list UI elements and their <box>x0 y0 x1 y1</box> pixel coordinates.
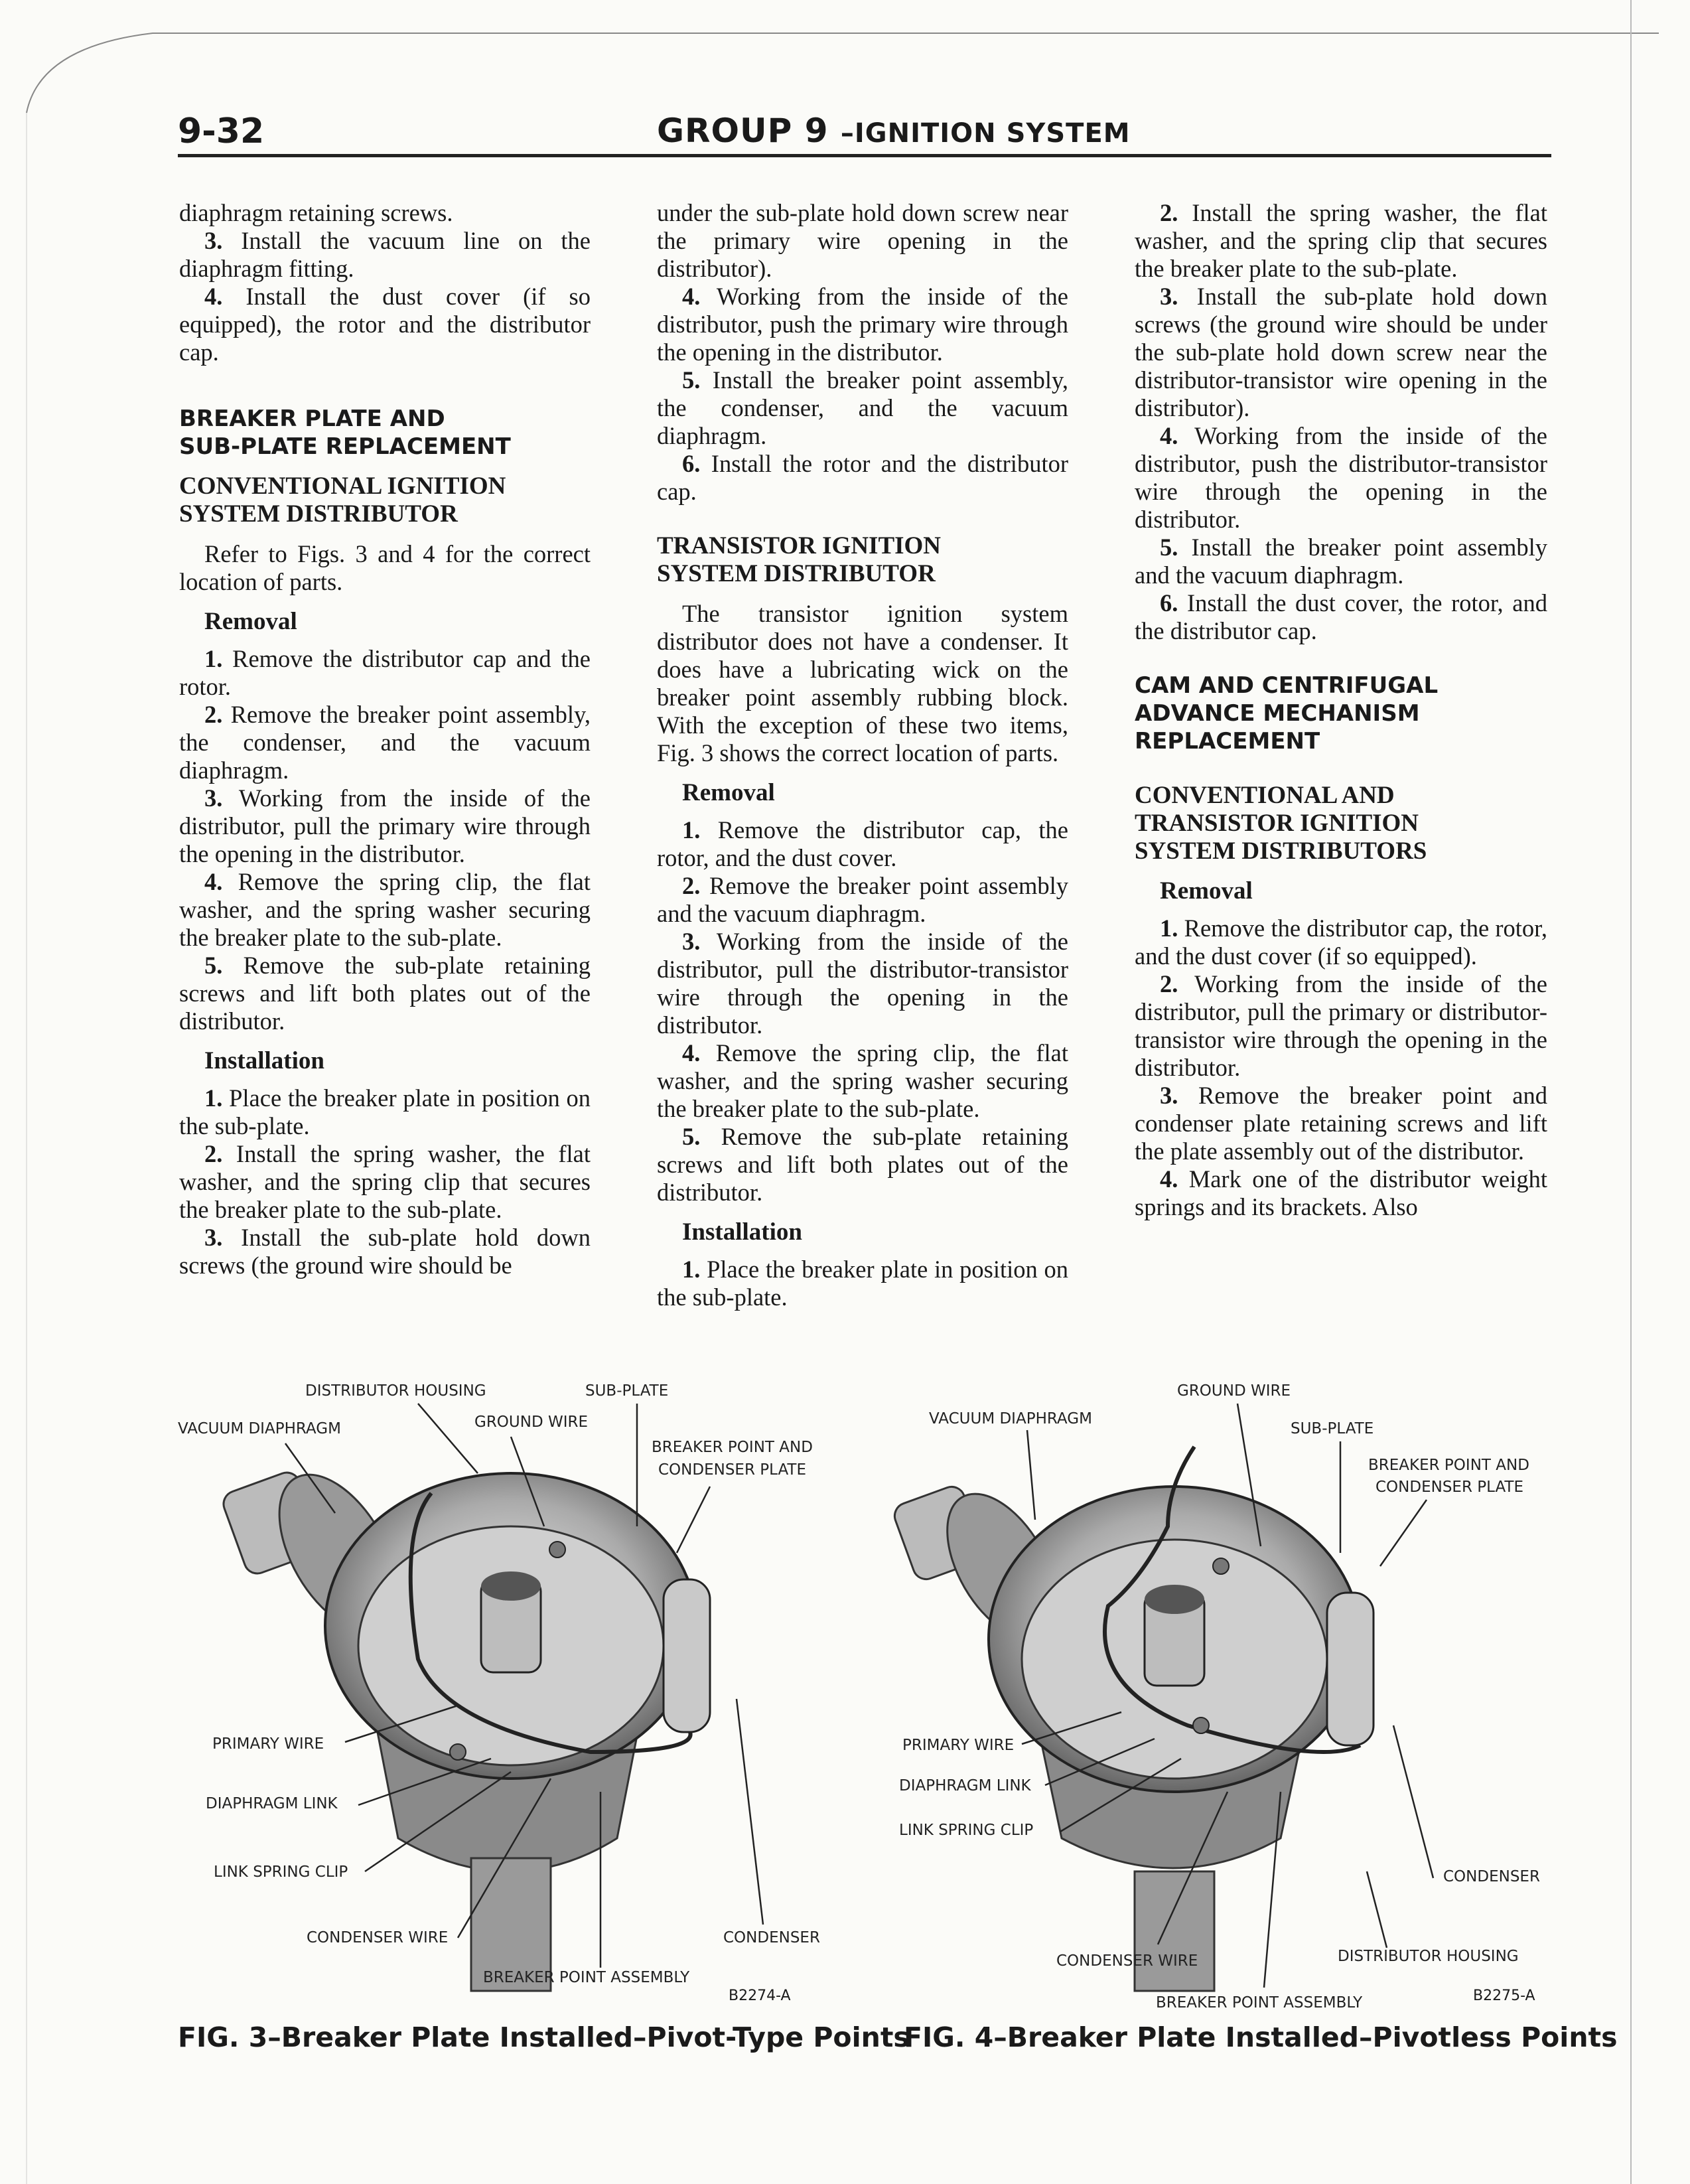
step: 3. Working from the inside of the distributor, pull the distributor-transistor wire through the opening in the distributor. <box>657 928 1068 1039</box>
paragraph: The transistor ignition system distributor does not have a condenser. It does have a lubricating wick on the breaker point assembly rubbing block. With the exception of these two items, Fig. 3 shows the correct location of parts. <box>657 600 1068 766</box>
section-heading: CAM AND CENTRIFUGAL ADVANCE MECHANISM REPLACEMENT <box>1135 672 1439 755</box>
fig3-label-link-spring-clip: LINK SPRING CLIP <box>214 1863 348 1881</box>
subsection-heading: CONVENTIONAL AND TRANSISTOR IGNITION SYSTEM DISTRIBUTORS <box>1135 782 1427 865</box>
fig4-label-distributor-housing: DISTRIBUTOR HOUSING <box>1338 1948 1519 1965</box>
subsection-heading: TRANSISTOR IGNITION SYSTEM DISTRIBUTOR <box>657 532 942 587</box>
fig3-label-primary-wire: PRIMARY WIRE <box>212 1735 324 1753</box>
fig4-caption: FIG. 4–Breaker Plate Installed–Pivotless Points <box>904 2021 1618 2053</box>
fig4-label-sub-plate: SUB-PLATE <box>1291 1420 1374 1437</box>
fig4-label-condenser-plate: CONDENSER PLATE <box>1375 1479 1523 1496</box>
fig4-label-ground-wire: GROUND WIRE <box>1177 1382 1291 1400</box>
fig4-code: B2275-A <box>1473 1988 1535 2004</box>
fig4-label-condenser-wire: CONDENSER WIRE <box>1056 1952 1198 1970</box>
installation-heading: Installation <box>682 1218 802 1246</box>
step: 1. Place the breaker plate in position on the sub-plate. <box>179 1084 591 1139</box>
step: 3. Install the sub-plate hold down screws (the ground wire should be <box>179 1224 591 1279</box>
step: 4. Remove the spring clip, the flat washer, and the spring washer securing the breaker plate to the sub-plate. <box>657 1039 1068 1122</box>
step: 3. Working from the inside of the distributor, pull the primary wire through the opening in the distributor. <box>179 784 591 867</box>
removal-heading: Removal <box>204 608 297 635</box>
fig3-label-condenser-plate: CONDENSER PLATE <box>658 1461 806 1479</box>
paragraph: diaphragm retaining screws. <box>179 199 453 226</box>
fig4-label-breaker-point-assembly: BREAKER POINT ASSEMBLY <box>1156 1994 1363 2011</box>
step: 3. Install the vacuum line on the diaphragm fitting. <box>179 227 591 282</box>
step: 2. Remove the breaker point assembly and the vacuum diaphragm. <box>657 872 1068 927</box>
step: 5. Remove the sub-plate retaining screws and lift both plates out of the distributor. <box>179 952 591 1035</box>
page-number: 9-32 <box>178 111 265 151</box>
paragraph: under the sub-plate hold down screw near the primary wire opening in the distributor). <box>657 199 1068 282</box>
fig4-label-condenser: CONDENSER <box>1443 1868 1540 1885</box>
step: 2. Install the spring washer, the flat washer, and the spring clip that secures the breaker plate to the sub-plate. <box>179 1140 591 1223</box>
subsection-heading: CONVENTIONAL IGNITION SYSTEM DISTRIBUTOR <box>179 473 506 528</box>
step: 1. Place the breaker plate in position on the sub-plate. <box>657 1256 1068 1311</box>
step: 2. Working from the inside of the distributor, pull the primary or distributor-transistor wire through the opening in the distributor. <box>1135 970 1547 1081</box>
step: 4. Working from the inside of the distributor, push the primary wire through the opening in the distributor. <box>657 283 1068 366</box>
fig3-label-ground-wire: GROUND WIRE <box>474 1414 589 1431</box>
step: 4. Mark one of the distributor weight springs and its brackets. Also <box>1135 1165 1547 1220</box>
fig3-label-condenser: CONDENSER <box>723 1929 820 1946</box>
fig3-label-condenser-wire: CONDENSER WIRE <box>307 1929 449 1946</box>
step: 1. Remove the distributor cap, the rotor, and the dust cover (if so equipped). <box>1135 914 1547 970</box>
fig3-caption: FIG. 3–Breaker Plate Installed–Pivot-Type Points <box>178 2021 910 2053</box>
section-heading: BREAKER PLATE AND SUB-PLATE REPLACEMENT <box>179 405 511 460</box>
fig3-label-breaker-point-and: BREAKER POINT AND <box>652 1439 813 1456</box>
step: 3. Remove the breaker point and condenser plate retaining screws and lift the plate assembly out of the distributor. <box>1135 1082 1547 1165</box>
step: 6. Install the dust cover, the rotor, and the distributor cap. <box>1135 589 1547 644</box>
fig3-label-distributor-housing: DISTRIBUTOR HOUSING <box>305 1382 486 1400</box>
installation-heading: Installation <box>204 1047 324 1074</box>
fig4-label-primary-wire: PRIMARY WIRE <box>902 1737 1015 1754</box>
group-title-sub: –IGNITION SYSTEM <box>840 118 1131 149</box>
fig4-label-link-spring-clip: LINK SPRING CLIP <box>899 1822 1034 1839</box>
removal-heading: Removal <box>1160 877 1253 905</box>
step: 5. Install the breaker point assembly and the vacuum diaphragm. <box>1135 534 1547 589</box>
fig4-label-breaker-point-and: BREAKER POINT AND <box>1368 1457 1529 1474</box>
fig3-label-breaker-point-assembly: BREAKER POINT ASSEMBLY <box>483 1969 690 1986</box>
fig3-label-vacuum-diaphragm: VACUUM DIAPHRAGM <box>178 1420 341 1437</box>
step: 4. Remove the spring clip, the flat washer, and the spring washer securing the breaker plate to the sub-plate. <box>179 868 591 951</box>
fig3-label-diaphragm-link: DIAPHRAGM LINK <box>206 1795 338 1812</box>
fig3-code: B2274-A <box>729 1988 791 2004</box>
step: 5. Install the breaker point assembly, the condenser, and the vacuum diaphragm. <box>657 366 1068 449</box>
step: 5. Remove the sub-plate retaining screws and lift both plates out of the distributor. <box>657 1123 1068 1206</box>
fig4-label-vacuum-diaphragm: VACUUM DIAPHRAGM <box>929 1410 1092 1427</box>
step: 4. Working from the inside of the distributor, push the distributor-transistor wire through the opening in the distributor. <box>1135 422 1547 533</box>
step: 1. Remove the distributor cap and the rotor. <box>179 645 591 700</box>
step: 3. Install the sub-plate hold down screws (the ground wire should be under the sub-plate hold down screw near the distributor-transistor wire opening in the distributor). <box>1135 283 1547 421</box>
step: 1. Remove the distributor cap, the rotor, and the dust cover. <box>657 816 1068 871</box>
removal-heading: Removal <box>682 779 775 806</box>
fig3-label-sub-plate: SUB-PLATE <box>585 1382 669 1400</box>
fig4-label-diaphragm-link: DIAPHRAGM LINK <box>899 1777 1031 1794</box>
paragraph: Refer to Figs. 3 and 4 for the correct location of parts. <box>179 540 591 595</box>
step: 2. Install the spring washer, the flat washer, and the spring clip that secures the breaker plate to the sub-plate. <box>1135 199 1547 282</box>
step: 6. Install the rotor and the distributor cap. <box>657 450 1068 505</box>
step: 4. Install the dust cover (if so equipped), the rotor and the distributor cap. <box>179 283 591 366</box>
step: 2. Remove the breaker point assembly, the condenser, and the vacuum diaphragm. <box>179 701 591 784</box>
group-title-main: GROUP 9 <box>657 111 829 150</box>
